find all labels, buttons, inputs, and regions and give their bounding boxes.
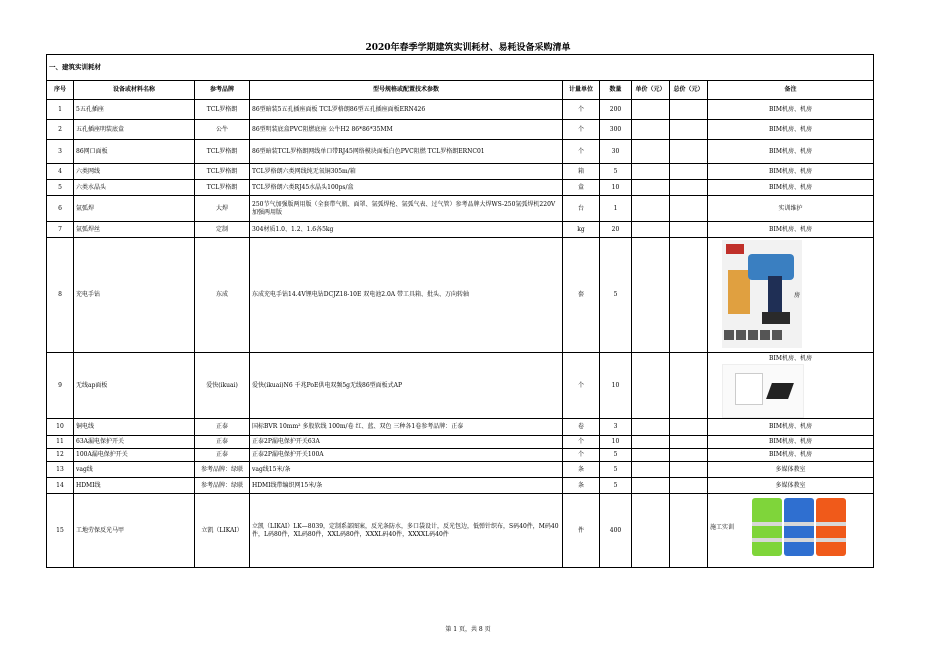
cell-qty: 30	[600, 140, 632, 164]
cell-qty: 3	[600, 419, 632, 436]
cell-brand: 大焊	[195, 196, 250, 222]
vest-product-image	[750, 496, 850, 566]
cell-note: 多媒体教室	[708, 478, 874, 494]
cell-total-price	[670, 100, 708, 120]
cell-total-price	[670, 140, 708, 164]
cell-unit-price	[632, 353, 670, 419]
section-header-row	[47, 55, 874, 81]
cell-name: 六类水晶头	[74, 180, 195, 196]
cell-unit-price	[632, 494, 670, 568]
cell-no: 13	[47, 462, 74, 478]
cell-no: 8	[47, 238, 74, 353]
cell-unit: 盒	[563, 180, 600, 196]
cell-qty: 10	[600, 353, 632, 419]
cell-spec: vag线15米/条	[250, 462, 563, 478]
cell-qty: 300	[600, 120, 632, 140]
cell-name: 5五孔插座	[74, 100, 195, 120]
header-unit: 计量单位	[563, 81, 600, 100]
cell-note: BIM机房、机房	[708, 180, 874, 196]
cell-total-price	[670, 120, 708, 140]
cell-unit: 箱	[563, 164, 600, 180]
cell-no: 10	[47, 419, 74, 436]
cell-spec: HDMI线带编织网15米/条	[250, 478, 563, 494]
cell-note: BIM机房、机房	[708, 419, 874, 436]
cell-unit: 个	[563, 140, 600, 164]
cell-unit-price	[632, 140, 670, 164]
cell-name: vag线	[74, 462, 195, 478]
cell-note	[708, 353, 874, 419]
cell-unit: 条	[563, 462, 600, 478]
table-row	[47, 462, 874, 478]
header-spec: 型号规格或配置技术参数	[250, 81, 563, 100]
cell-qty: 5	[600, 164, 632, 180]
cell-unit: kg	[563, 222, 600, 238]
cell-brand: 参考品牌：绿联	[195, 462, 250, 478]
cell-name: 五孔插座明装底盒	[74, 120, 195, 140]
table-row	[47, 449, 874, 462]
cell-spec: 立凯（LIKAI）LK—8039，定制系部图案，反光条防水，多口袋设计，反光包边，低弹针织布，S码40件，M码40件，L码80件，XL码80件，XXL码80件，XXXL码40件，XXXXL码40件	[250, 494, 563, 568]
table-row	[47, 196, 874, 222]
cell-qty: 1	[600, 196, 632, 222]
header-no: 序号	[47, 81, 74, 100]
table-row	[47, 494, 874, 568]
cell-spec: 正泰2P漏电保护开关63A	[250, 436, 563, 449]
cell-total-price	[670, 238, 708, 353]
column-header-row	[47, 81, 874, 100]
cell-qty: 200	[600, 100, 632, 120]
cell-total-price	[670, 196, 708, 222]
cell-total-price	[670, 180, 708, 196]
header-total-price: 总价（元）	[670, 81, 708, 100]
cell-unit-price	[632, 222, 670, 238]
cell-brand: 正泰	[195, 419, 250, 436]
cell-note: 实训维护	[708, 196, 874, 222]
cell-spec: 正泰2P漏电保护开关100A	[250, 449, 563, 462]
cell-spec: 250节气加强版两用版（全套带气瓶、面罩、氩弧焊枪、氩弧气表、过气管）参考品牌大焊WS-250氩弧焊机220V加强两用版	[250, 196, 563, 222]
cell-unit: 套	[563, 238, 600, 353]
cell-no: 7	[47, 222, 74, 238]
cell-spec: TCL罗格朗六类网线纯无氧铜305m/箱	[250, 164, 563, 180]
cell-spec: 爱快(ikuai)N6 千兆PoE供电双频5g无线86型面板式AP	[250, 353, 563, 419]
cell-note: BIM机房、机房	[708, 100, 874, 120]
cell-unit: 个	[563, 449, 600, 462]
cell-note: BIM机房、机房	[708, 140, 874, 164]
header-note: 备注	[708, 81, 874, 100]
cell-no: 9	[47, 353, 74, 419]
procurement-table	[46, 54, 874, 568]
cell-no: 15	[47, 494, 74, 568]
table-row	[47, 238, 874, 353]
cell-note-text: BIM机房、机房	[769, 355, 812, 362]
cell-name: 100A漏电保护开关	[74, 449, 195, 462]
cell-note: BIM机房、机房	[708, 436, 874, 449]
table-row	[47, 100, 874, 120]
cell-name: 氩弧焊	[74, 196, 195, 222]
cell-spec: 86型暗装5五孔插座面板 TCL罗格朗86型五孔插座面板ERN426	[250, 100, 563, 120]
cell-brand: 正泰	[195, 449, 250, 462]
cell-unit-price	[632, 436, 670, 449]
table-row	[47, 180, 874, 196]
cell-spec: 东成充电手钻14.4V锂电钻DCJZ18-10E 双电池2.0A 带工具箱、批头、万向转轴	[250, 238, 563, 353]
cell-total-price	[670, 436, 708, 449]
cell-qty: 5	[600, 449, 632, 462]
cell-name: 无线ap面板	[74, 353, 195, 419]
cell-total-price	[670, 462, 708, 478]
cell-name: 86网口面板	[74, 140, 195, 164]
cell-name: 铜电线	[74, 419, 195, 436]
cell-qty: 5	[600, 462, 632, 478]
cell-qty: 400	[600, 494, 632, 568]
cell-spec: 86型暗装TCL罗格朗网线单口带RJ45网络模块面板白色PVC阻燃 TCL罗格朗ERNC01	[250, 140, 563, 164]
cell-unit-price	[632, 180, 670, 196]
cell-name: 六类网线	[74, 164, 195, 180]
cell-note: BIM机房、机房	[708, 164, 874, 180]
cell-qty: 10	[600, 436, 632, 449]
cell-unit: 台	[563, 196, 600, 222]
table-row	[47, 120, 874, 140]
cell-total-price	[670, 494, 708, 568]
cell-no: 6	[47, 196, 74, 222]
cell-brand: 参考品牌：绿联	[195, 478, 250, 494]
section-title: 一、建筑实训耗材	[47, 55, 874, 81]
cell-unit: 个	[563, 436, 600, 449]
table-row	[47, 222, 874, 238]
cell-no: 12	[47, 449, 74, 462]
cell-name: 氩弧焊丝	[74, 222, 195, 238]
cell-brand: TCL罗格朗	[195, 100, 250, 120]
cell-brand: 定制	[195, 222, 250, 238]
cell-no: 3	[47, 140, 74, 164]
cell-note-text: 施工实训	[710, 524, 735, 531]
cell-name: HDMI线	[74, 478, 195, 494]
header-name: 设备或材料名称	[74, 81, 195, 100]
table-row	[47, 478, 874, 494]
cell-name: 充电手钻	[74, 238, 195, 353]
table-row	[47, 436, 874, 449]
cell-unit-price	[632, 449, 670, 462]
cell-no: 5	[47, 180, 74, 196]
cell-unit-price	[632, 196, 670, 222]
cell-total-price	[670, 353, 708, 419]
cell-unit-price	[632, 120, 670, 140]
cell-brand: TCL罗格朗	[195, 180, 250, 196]
cell-no: 2	[47, 120, 74, 140]
cell-total-price	[670, 478, 708, 494]
cell-brand: TCL罗格朗	[195, 164, 250, 180]
cell-spec: 304材质1.0、1.2、1.6各5kg	[250, 222, 563, 238]
cell-spec: TCL罗格朗六类RJ45水晶头100ps/盒	[250, 180, 563, 196]
cell-note-text: 房	[794, 292, 801, 299]
cell-brand: 爱快(ikuai)	[195, 353, 250, 419]
cell-name: 63A漏电保护开关	[74, 436, 195, 449]
cell-unit: 条	[563, 478, 600, 494]
cell-name: 工地劳保反光马甲	[74, 494, 195, 568]
cell-note: BIM机房、机房	[708, 222, 874, 238]
cell-unit: 卷	[563, 419, 600, 436]
table-row	[47, 164, 874, 180]
ap-product-image	[722, 364, 804, 418]
page-footer: 第 1 页，共 8 页	[445, 626, 491, 633]
table-row	[47, 140, 874, 164]
drill-product-image	[722, 240, 802, 348]
header-qty: 数量	[600, 81, 632, 100]
cell-note	[708, 238, 874, 353]
cell-unit-price	[632, 462, 670, 478]
cell-no: 4	[47, 164, 74, 180]
cell-brand: 立凯（LIKAI）	[195, 494, 250, 568]
cell-total-price	[670, 222, 708, 238]
cell-unit-price	[632, 164, 670, 180]
cell-note: BIM机房、机房	[708, 449, 874, 462]
cell-spec: 国标BVR 10mm² 多股软线 100m/卷 红、蓝、双色 三种各1卷参考品牌：正泰	[250, 419, 563, 436]
cell-unit: 个	[563, 100, 600, 120]
cell-unit-price	[632, 478, 670, 494]
cell-no: 1	[47, 100, 74, 120]
cell-brand: 公牛	[195, 120, 250, 140]
cell-brand: TCL罗格朗	[195, 140, 250, 164]
table-row	[47, 353, 874, 419]
cell-qty: 5	[600, 478, 632, 494]
cell-note: 多媒体教室	[708, 462, 874, 478]
cell-unit-price	[632, 100, 670, 120]
cell-note	[708, 494, 874, 568]
header-unit-price: 单价（元）	[632, 81, 670, 100]
cell-unit: 个	[563, 353, 600, 419]
header-brand: 参考品牌	[195, 81, 250, 100]
cell-unit-price	[632, 419, 670, 436]
cell-total-price	[670, 164, 708, 180]
cell-total-price	[670, 419, 708, 436]
cell-unit-price	[632, 238, 670, 353]
cell-unit: 个	[563, 120, 600, 140]
cell-qty: 5	[600, 238, 632, 353]
cell-brand: 正泰	[195, 436, 250, 449]
cell-spec: 86型明装底盒PVC阻燃底座 公牛H2 86*86*35MM	[250, 120, 563, 140]
table-row	[47, 419, 874, 436]
cell-note: BIM机房、机房	[708, 120, 874, 140]
cell-brand: 东成	[195, 238, 250, 353]
cell-total-price	[670, 449, 708, 462]
cell-no: 11	[47, 436, 74, 449]
cell-qty: 10	[600, 180, 632, 196]
cell-qty: 20	[600, 222, 632, 238]
page-title: 2020年春季学期建筑实训耗材、易耗设备采购清单	[365, 43, 571, 53]
cell-unit: 件	[563, 494, 600, 568]
cell-no: 14	[47, 478, 74, 494]
